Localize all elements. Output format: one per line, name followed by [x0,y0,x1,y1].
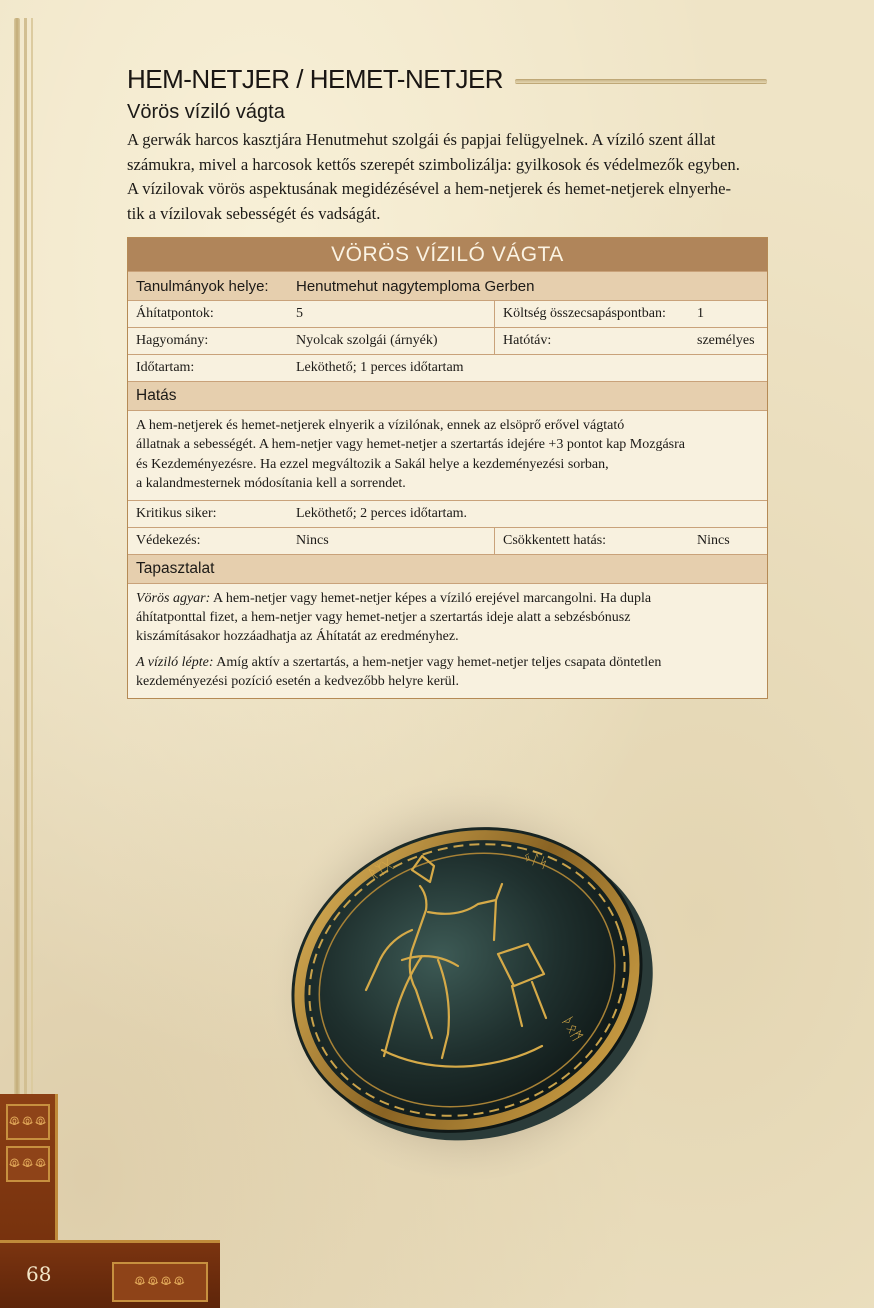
cost-value: 1 [697,306,704,321]
effect-line: A hem-netjerek és hemet-netjerek elnyerik a vízilónak, ennek az elsöprő erővel vágtató [136,418,625,433]
hieroglyph-panel: ꖘꖘꖘꖘ [112,1262,208,1302]
range-label: Hatótáv: [494,328,689,354]
intro-line: tik a vízilovak sebességét és vadságát. [127,203,381,223]
table-row [128,300,767,327]
reduced-label: Csökkentett hatás: [494,528,689,554]
experience-line: áhítatponttal fizet, a hem-netjer vagy hemet-netjer a szertartás ideje alatt a sebzésbónusz [136,610,631,626]
effect-line: a kalandmesternek módosítania kell a sorrendet. [136,476,406,492]
table-row [128,327,767,354]
experience-line: kiszámításakor hozzáadhatja az Áhítatát az eredményhez. [136,629,459,645]
experience-entry [136,653,759,692]
table-row [128,527,767,554]
duration-label: Időtartam: [136,360,195,375]
place-label: Tanulmányok helye: [136,277,269,295]
tradition-value: Nyolcak szolgái (árnyék) [296,333,438,348]
experience-line: Amíg aktív a szertartás, a hem-netjer vagy hemet-netjer teljes csapata döntetlen [213,654,662,670]
experience-line: A hem-netjer vagy hemet-netjer képes a víziló erejével marcangolni. Ha dupla [210,590,652,606]
defense-label: Védekezés: [136,532,201,548]
table-row [128,354,767,381]
place-value: Henutmehut nagytemploma Gerben [296,277,535,295]
intro-paragraph [127,128,767,226]
left-border-line [31,18,33,1098]
svg-text:ᛃᛚᛋ: ᛃᛚᛋ [520,848,550,873]
table-row [128,500,767,527]
section-title: Vörös víziló vágta [127,101,285,123]
experience-title: Vörös agyar: [136,590,211,606]
experience-text [128,583,767,698]
left-border-line [24,18,27,1098]
piety-label: Áhítatpontok: [136,306,214,321]
page-title: HEM-NETJER / HEMET-NETJER [127,63,504,94]
reduced-value: Nincs [697,532,730,548]
crit-value: Leköthető; 2 perces időtartam. [296,505,468,521]
page-number: 68 [26,1262,52,1286]
experience-header: Tapasztalat [128,554,767,583]
defense-value: Nincs [296,532,329,548]
range-value: személyes [697,333,755,348]
hieroglyph-panel: ꖘꖘꖘ [6,1104,50,1140]
duration-value: Leköthető; 1 perces időtartam [296,360,464,375]
svg-text:ᚦᛟᛗ: ᚦᛟᛗ [558,1014,585,1044]
cost-label: Költség összecsapáspontban: [494,301,689,327]
experience-title: A víziló lépte: [136,654,214,670]
title-rule [515,79,767,84]
intro-line: A gerwák harcos kasztjára Henutmehut szolgái és papjai felügyelnek. A víziló szent állat [127,130,716,149]
tradition-label: Hagyomány: [136,333,209,348]
effect-text [128,410,767,500]
hieroglyph-panel: ꖘꖘꖘ [6,1146,50,1182]
crit-label: Kritikus siker: [136,505,217,521]
piety-value: 5 [296,306,303,321]
experience-entry [136,589,759,647]
effect-header: Hatás [128,381,767,410]
warrior-shield-icon [262,760,672,1180]
intro-line: számukra, mivel a harcosok kettős szerepét szimbolizálja: gyilkosok és védelmezők egyben. [127,154,740,174]
table-row [128,271,767,300]
spell-table-title: VÖRÖS VÍZILÓ VÁGTA [128,238,767,271]
spell-table [127,237,768,699]
heading-row [127,62,767,96]
experience-line: kezdeményezési pozíció esetén a kedvezőbb helyre kerül. [136,674,460,690]
left-border-line [14,18,20,1098]
svg-text:ᚱᛉᚷ: ᚱᛉᚷ [366,857,396,884]
effect-line: és Kezdeményezésre. Ha ezzel megváltozik a Sakál helye a kezdeményezési sorban, [136,456,609,472]
intro-line: A vízilovak vörös aspektusának megidézésével a hem-netjerek és hemet-netjerek elnyerhe- [127,179,732,198]
effect-line: állatnak a sebességét. A hem-netjer vagy hemet-netjer a szertartás idejére +3 pontot kap Mozgásra [136,437,686,453]
